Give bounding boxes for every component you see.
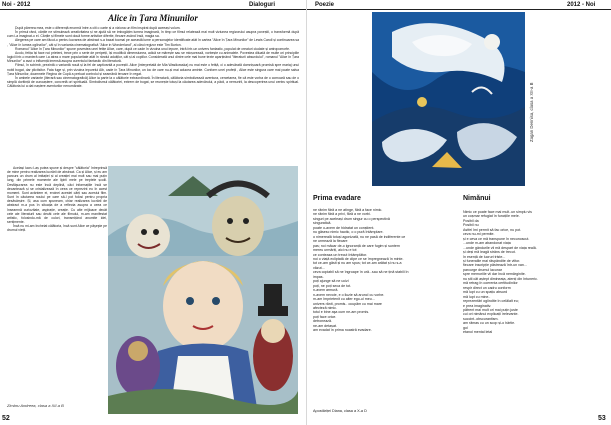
poem-line: mă lupt cu un spațiu absurd: [463, 290, 508, 295]
paragraph: Filmul, în schimb, prezintă o variantă nouă și la fel de captivantă a poveștii. Alice (interpretată de Mia Wasikowska) nu mai este o fetiță, ci o adevărată domnișoară promisă spre mariaj unui nobil bogat, dar plictisitor. Fata fuge și, prin vizuina iepurelui Alb, cade în Țara Minunilor, un loc de care nu-și mai aducea aminte. Conform unei profeții , Alice este singura care mai poate salva Țara Minunilor, doamnele Regina de Cupă a preluat controlul și seamănă teroare în regat.: [7, 63, 299, 76]
header-section: Dialoguri: [249, 2, 276, 8]
poem-line: am evadat în prima noastră evadare.: [313, 328, 372, 333]
poem-line: și deși mă leagă strâns de trecut.: [463, 250, 516, 255]
header-rule: [0, 9, 306, 10]
header-section: Poezie: [315, 2, 335, 8]
paragraph: Romanul "Alice în Țara Minunilor" spune povestea unei fetițe Alice, care, după ce cade în vizuina unui iepure, intră într-un univers fantastic, populat de creaturi ciudate și antropomorfe.: [15, 46, 290, 51]
poem-line: n-avem nevoie, e o iluzie să aruncî cu vorbe.: [313, 292, 385, 297]
poem-line: succint..obscurantism.: [463, 316, 499, 321]
poem-line: parcurge drumul lacunar: [463, 267, 502, 272]
poem-line: și e ceva ce mă transpune în necunoscut.: [463, 236, 530, 241]
poem-line: singuratică.: [313, 221, 332, 226]
poem-line: reprezentări oglindite în celălalt eu;: [463, 299, 519, 304]
poem-line: ce conteaza un trecut întâmplător.: [313, 252, 368, 257]
poem-line: afecteză nimic.: [313, 305, 337, 310]
header-left: Noi - 2012: [2, 2, 31, 8]
poem-title: Prima evadare: [313, 195, 361, 202]
poem-line: singuri pe aceleași drum singur cu o perspectivă: [313, 216, 390, 221]
poem-line: ...unde m-am abandonat viața: [463, 241, 511, 246]
paragraph: Același lucru l-aș putea spune și despre "călătoria" întreprinsă de mine pentru realizarea lucrării de abstract. Ca și Alice, și eu am parcurs un drum al imitației și al creației mai mult sau mai puțin lung, din primele momente ale lipirii mele pe treptele școlii. Desfăşurarea nu este încă deplină, căci informațiile încă se decantează și se cristalizează în ceea ce reprezint eu în acest moment. Sunt avântem ei, eroinei acestei cărți sau acestui film. Sunt în căutarea noului pe care să-l pot folosi pentru propria desăvârșire. Și, asa cum spuneam, chiar realizarea lucrării de abstract m-a pus în situația de a reflecta asupra a ceea ce înseamnă curiozitate, aspirație, creație. Cu alte mijloace decât cele ale literaturii sau decât cele ale filmului, m-am manifestat artistic, folosindu-mă de culori, transmițând anumite idei, sentimente.: [7, 166, 107, 225]
header-rule: [307, 9, 611, 10]
article-body: [7, 26, 299, 88]
header-right: 2012 - Noi: [567, 2, 596, 8]
poem-line: gol: [463, 325, 468, 330]
article-column: [7, 166, 107, 233]
poem-line: nu știi căt aștept dimineața, atenți din întuneric.: [463, 276, 538, 281]
poem-line: totul e bine aşa cum ne-am promis.: [313, 310, 370, 315]
poem-line: ne-am detașat.: [313, 323, 337, 328]
poem-author: Apostăriței Diana, clasa a X-a D: [313, 409, 367, 413]
paragraph: În primul rând, cărțile ne stimulează creativitatea și ne ajută să ne imbogățim lumea imaginară, în timp ce filmul relatează mai mult viziunea regizorului asupra poveștii, o transformă după cum i-a imaginat-o el. Cărțile și filmele sunt două forme artistice diferite, fiecare având însă, magia sa.: [7, 30, 299, 39]
poem-line: e prea imaginativ.: [463, 303, 492, 308]
poem-line: fiecare inscripție păstrează într-un van...: [463, 263, 527, 268]
poem-line: Posibil da: [463, 218, 479, 223]
poem-line: poți ajunge să ne ucizi: [313, 279, 349, 284]
painting-caption: Zimbru Andreea, clasa a XII-a B: [7, 403, 64, 408]
paragraph: După părerea mea, este o diferență enormă între a citi o carte și a viziona un film inspirat după aceeași volum.: [15, 26, 181, 30]
painting-caption: Zagan Dennisa, clasa a XII-a B: [529, 82, 534, 143]
poem-line: Astfel îmi permit să fac orice, nu pot.: [463, 227, 522, 232]
poem-line: pas; noi măcar de-o ignoranță de care fugim și suntem: [313, 243, 400, 248]
poem-line: cui ori nimănui explicații irelevante.: [463, 312, 519, 317]
dream-painting: [372, 12, 525, 186]
page-number: 53: [598, 415, 606, 422]
page-number: 52: [2, 415, 10, 422]
poem-line: ne rănim fără a ne atinge, fără a face nimic.: [313, 208, 383, 212]
poem-line: am rămas cu un scop și-o hârtie.: [463, 321, 516, 326]
poem-line: Posibil nu: [463, 223, 479, 228]
poem-line: mereu urmăriți, aici nu e tot: [313, 248, 357, 253]
poem-line: văzut...: [313, 265, 325, 270]
poem-line: ceva copiabil să ne îngroape în ură...sau să ne țină stabili în: [313, 270, 409, 275]
poem-line: Nimic ce poate face mai mult..un simplu vis: [463, 210, 532, 214]
paragraph: Încă nu mi-am încheiat călătoria, încă sunt Alice ce păşeşte pe drumul vieții.: [7, 224, 107, 233]
poem-line: detronează.: [313, 319, 332, 324]
paragraph: Alegerea pe care am făcut-o pentru lucrarea de abstract s-a bazat tocmai pe această lume a personajelor identificate atât în cartea "Alice în Țara Minunilor" de Lewis Caroll și continuarea sa , "Alice în lumea oglinzilor", cât și în varianta cinematografică "Alice in Wonderland", al cărui regizor este Tim Burton.: [7, 38, 299, 47]
poem-line: ne urmează la fiecare: [313, 239, 348, 244]
poem-line: poți, ne poți seca de tot.: [313, 283, 352, 288]
poem-title: Nimănui: [463, 195, 491, 202]
poem-line: un coșmar refugiat în funcțiile mele.: [463, 214, 520, 219]
poem-line: o nimereală totuși agonizată, nu ne pasă de indiferente ce: [313, 234, 406, 239]
poem-line: univers rănit, promis.. ocupăm cu mai mare: [313, 301, 382, 306]
poem-line: ...unde gândurile vii mă despart de viața reală.: [463, 245, 537, 250]
poem-line: m-am împrietenit cu alter ego-ul meu...: [313, 297, 375, 302]
alice-painting: [108, 166, 298, 414]
poem-line: impas.: [313, 274, 324, 279]
poem-line: respir direct un cadru conform: [463, 285, 511, 290]
poem-line: în esență de lucruri triste...: [463, 254, 506, 259]
poem-line: spre memoriile vii dar încă nemărginite.: [463, 272, 526, 277]
poem-line: tot ce-am găsit și nu am spus; tot ce-am arătat și nu s-a: [313, 261, 402, 266]
right-page: [306, 0, 611, 425]
poem-line: mă lupt cu mine..: [463, 294, 491, 299]
paragraph: În ambele variante (literară sau cinematografică) Alice ia parte la o călătorie extraordinară. În literatură, călătoria simbolizează aventura, cercetarea, fie că este vorba de o comoară sau de o simplă doritință de cunoaștere, concretă ori spirituală. Simbolismul călătoriei, extrem de bogat, se reunește totuși la căutarea adevărului, a păcii, a nemuririi, la descoperirea unui centru spiritual. Călătoria lui a dat naștere aventurilor nenumărate.: [7, 75, 299, 89]
poem-line: poți face orice.: [313, 314, 337, 319]
poem-body: [463, 210, 603, 335]
poem-line: ceva nu-mi permite.: [463, 232, 495, 237]
poem-line: și funeralile mai răspândite de viitor.: [463, 258, 521, 263]
paragraph: Acolo, fetița își face noi prieteni, trece prin o serie de peripeții, își modifică dimensiunea, adică se mărește sau se micșorează, vorbește cu animalele. Povestea diluată de multe ori principiile logicii într-o manieră care i-a atras o mare popularitate atât în rândul adulților, cât și al copiilor. Considerată unul dintre cele mai bune texte aparținând "literaturii absurdului", romanul "Alice în Țara Minunilor" a avut o influență imensă asupra curentului fantastic din literatură.: [7, 50, 299, 64]
poem-line: ne rănim fără a privi, fără a ne vorbi.: [313, 212, 371, 217]
poem-line: nu găsesc nimic haotic, o o pură întâmplare.: [313, 230, 384, 235]
poem-line: poate o-avem de hidratat un conștient.: [313, 225, 375, 230]
poem-line: n-avem armură.: [313, 288, 339, 293]
poem-line: pătrent mai mult ori mai puțin juste: [463, 307, 518, 312]
article-title: Alice în Țara Minunilor: [108, 13, 198, 23]
poem-line: mă retrag în coerenta certitudinilor: [463, 281, 518, 286]
poem-line: etanol mental letal: [463, 330, 493, 335]
poem-body: [313, 208, 453, 333]
poem-line: noi o viață ecliptată de clipe ce se împregnează în minte.: [313, 256, 404, 261]
